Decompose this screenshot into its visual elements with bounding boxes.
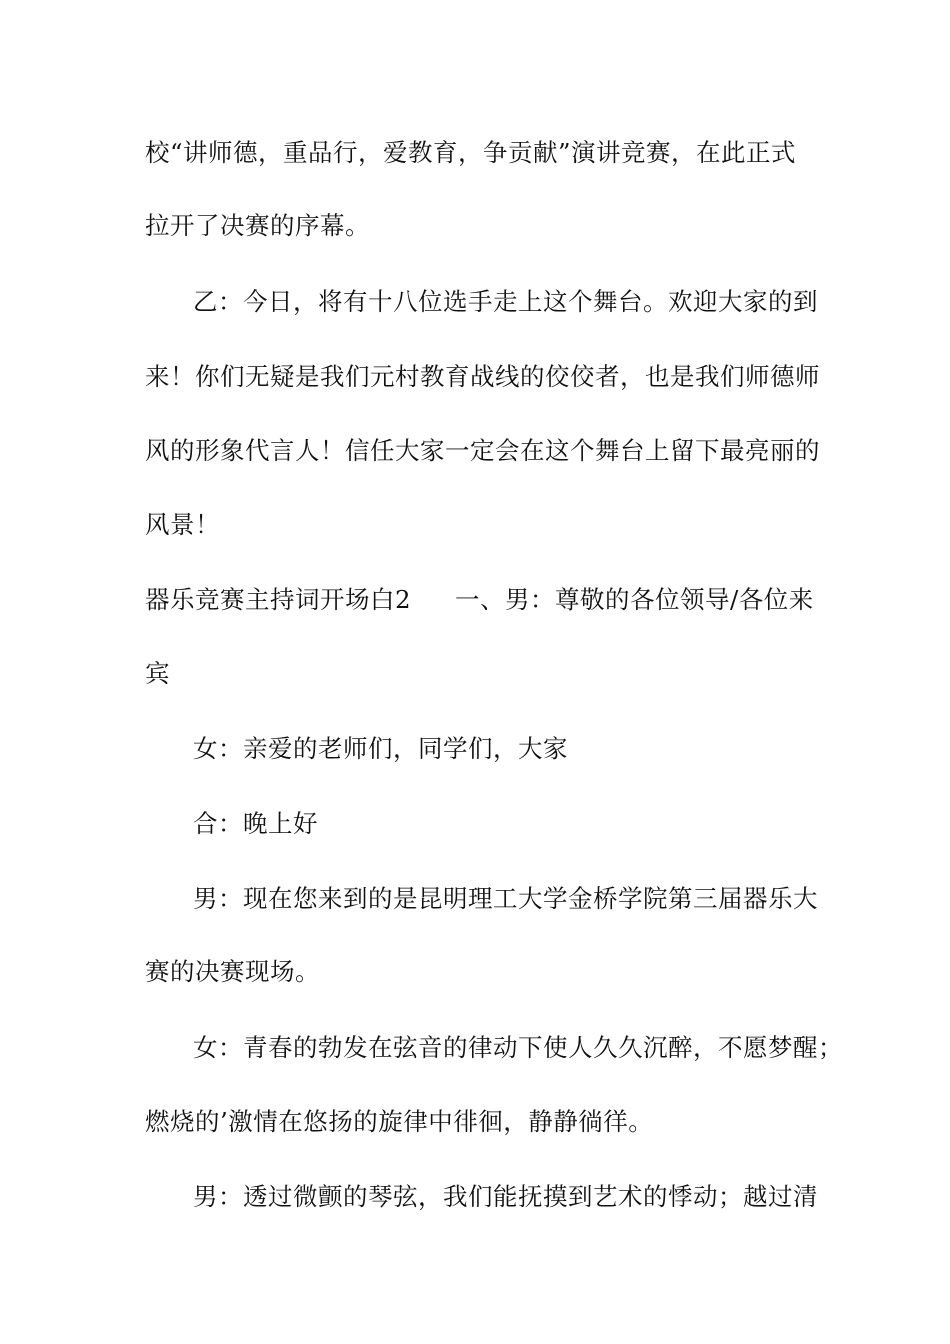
paragraph-line: 宾 — [145, 659, 170, 688]
paragraph-line: 校“讲师德，重品行，爱教育，争贡献”演讲竞赛，在此正式 — [145, 138, 797, 167]
paragraph-line: 燃烧的’激情在悠扬的旋律中徘徊，静静徜徉。 — [145, 1107, 654, 1136]
paragraph-line: 拉开了决赛的序幕。 — [145, 211, 370, 240]
paragraph-line: 风景！ — [145, 510, 220, 539]
paragraph-line: 风的形象代言人！信任大家一定会在这个舞台上留下最亮丽的 — [145, 436, 820, 465]
section-heading: 器乐竞赛主持词开场白2 — [145, 585, 412, 614]
paragraph-line: 赛的决赛现场。 — [145, 957, 320, 986]
paragraph-line: 合：晚上好 — [193, 809, 318, 838]
paragraph-line: 一、男：尊敬的各位领导/各位来 — [455, 585, 814, 614]
paragraph-line: 女：亲爱的老师们，同学们，大家 — [193, 734, 568, 763]
paragraph-line: 乙：今日，将有十八位选手走上这个舞台。欢迎大家的到 — [193, 287, 818, 316]
paragraph-line: 男：透过微颤的琴弦，我们能抚摸到艺术的悸动；越过清 — [193, 1182, 818, 1211]
paragraph-line: 男：现在您来到的是昆明理工大学金桥学院第三届器乐大 — [193, 884, 818, 913]
paragraph-line: 女：青春的勃发在弦音的律动下使人久久沉醉，不愿梦醒； — [193, 1033, 843, 1062]
paragraph-line: 来！你们无疑是我们元村教育战线的佼佼者，也是我们师德师 — [145, 362, 820, 391]
